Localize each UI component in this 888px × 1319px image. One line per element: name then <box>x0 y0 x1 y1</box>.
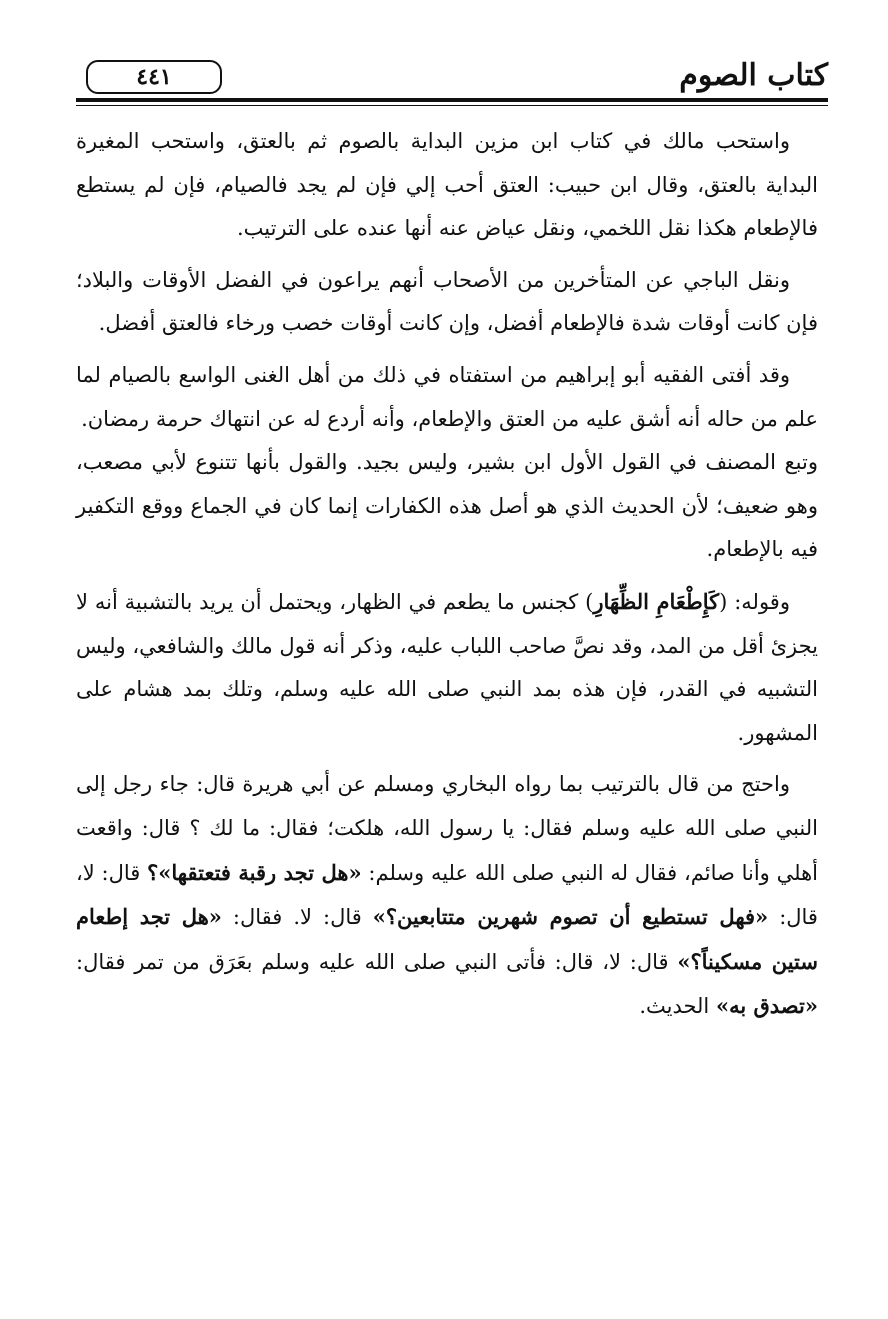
paragraph-3-continued: وتبع المصنف في القول الأول ابن بشير، وليس بجيد. والقول بأنها تتنوع لأبي مصعب، وهو ضعيف؛ لأن الحديث الذي هو أصل هذه الكفارات إنما كان في الجماع ووقع التكفير فيه بالإطعام. <box>76 450 818 562</box>
header-divider-thin <box>76 105 828 106</box>
paragraph-4 <box>76 580 818 755</box>
hadith-text-2: قال: لا، قال: <box>76 860 818 930</box>
page-number <box>86 60 222 94</box>
hadith-text-3: قال: لا. فقال: <box>221 905 373 930</box>
matn-quote: كَإِطْعَامِ الظِّهَارِ <box>593 588 720 614</box>
hadith-quote-4: «تصدق به» <box>715 993 818 1019</box>
hadith-text-5: الحديث. <box>639 994 716 1019</box>
header-divider <box>76 98 828 102</box>
paragraph-4-lead: وقوله: ( <box>719 589 790 614</box>
paragraph-3: وقد أفتى الفقيه أبو إبراهيم من استفتاه في ذلك من أهل الغنى الواسع بالصيام لما علم من حاله أنه أشق عليه من العتق والإطعام، وأنه أردع له عن انتهاك حرمة رمضان. <box>76 362 818 431</box>
hadith-text-4: قال: لا، قال: فأتى النبي صلى الله عليه وسلم بعَرَق من تمر فقال: <box>76 949 678 974</box>
paragraph-2: ونقل الباجي عن المتأخرين من الأصحاب أنهم يراعون في الفضل الأوقات والبلاد؛ فإن كانت أوقات شدة فالإطعام أفضل، وإن كانت أوقات خصب ورخاء فالعتق أفضل. <box>76 267 818 336</box>
paragraph-1: واستحب مالك في كتاب ابن مزين البداية بالصوم ثم بالعتق، واستحب المغيرة البداية بالعتق، وقال ابن حبيب: العتق أحب إلي فإن لم يجد فالصيام، فإن لم يستطع فالإطعام هكذا نقل اللخمي، ونقل عياض عنه أنها عنده على الترتيب. <box>76 129 818 241</box>
page-number-text: ٤٤١ <box>136 64 172 90</box>
hadith-quote-2: «فهل تستطيع أن تصوم شهرين متتابعين؟» <box>372 904 769 930</box>
paragraph-4-rest: ) كجنس ما يطعم في الظهار، ويحتمل أن يريد بالتشبية أنه لا يجزئ أقل من المد، وقد نصَّ صاحب اللباب عليه، وذكر أنه قول مالك والشافعي، وليس التشبيه في القدر، فإن هذه بمد النبي صلى الله عليه وسلم، وتلك بمد هشام على المشهور. <box>76 589 818 745</box>
main-text <box>76 120 818 1037</box>
hadith-quote-3: «هل تجد إطعام ستين مسكيناً؟» <box>76 904 818 974</box>
paragraph-5 <box>76 763 818 1029</box>
page-header <box>68 52 828 100</box>
hadith-quote-1: «هل تجد رقبة فتعتقها»؟ <box>147 859 362 885</box>
running-title: كتاب الصوم <box>679 58 828 93</box>
hadith-intro: واحتج من قال بالترتيب بما رواه البخاري ومسلم عن أبي هريرة قال: جاء رجل إلى النبي صلى الله عليه وسلم فقال: يا رسول الله، هلكت؛ فقال: ما لك ؟ قال: واقعت أهلي وأنا صائم، فقال له النبي صلى الله عليه وسلم: <box>76 772 818 885</box>
